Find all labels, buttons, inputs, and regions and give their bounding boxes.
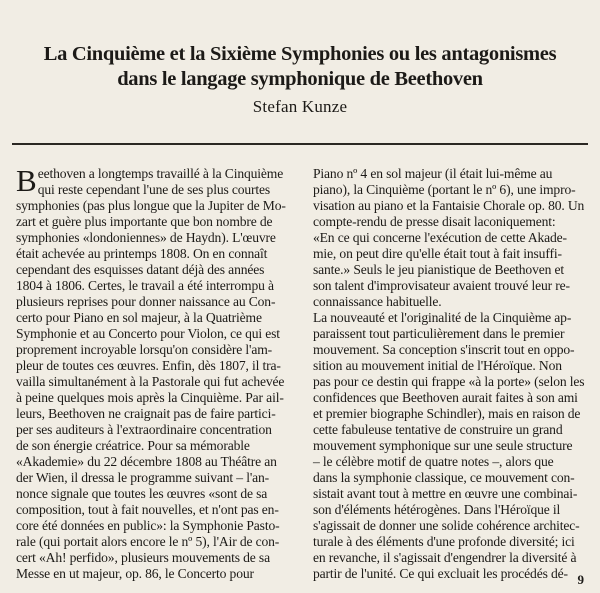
text-line: dans la symphonie classique, ce mouvement con- (313, 470, 575, 485)
text-line: confidences que Beethoven aurait faites à son ami (313, 390, 578, 405)
text-line: cependant des esquisses datant déjà des années (16, 262, 265, 277)
text-line: eethoven a longtemps travaillé à la Cinquième (37, 166, 284, 181)
text-line: leurs, Beethoven ne craignait pas de faire partici- (16, 406, 276, 421)
text-line: – le célèbre motif de quatre notes –, alors que (313, 454, 554, 469)
text-line: core été données en public»: la Symphonie Pasto- (16, 518, 280, 533)
text-line: Symphonie et au Concerto pour Violon, ce qui est (16, 326, 280, 341)
text-line: mouvement symphonique sur une seule structure (313, 438, 573, 453)
text-line: der Wien, il dressa le programme suivant – l'an- (16, 470, 270, 485)
text-line: cert «Ah! perfido», plusieurs mouvements de sa (16, 550, 270, 565)
text-line: s'agissait de donner une solide cohérence architec- (313, 518, 580, 533)
text-line: Piano nº 4 en sol majeur (il était lui-même au (313, 166, 553, 181)
text-line: turale à des éléments d'une profonde diversité; ici (313, 534, 575, 549)
page-number: 9 (577, 572, 584, 587)
text-line: nonce signale que toutes les œuvres «sont de sa (16, 486, 268, 501)
text-line: symphonies «londoniennes» de Haydn). L'œuvre (16, 230, 276, 245)
text-line: proprement incroyable lorsqu'on considère l'am- (16, 342, 273, 357)
text-line: cette fabuleuse tentative de construire un grand (313, 422, 563, 437)
text-line: zart et guère plus importante que bon nombre de (16, 214, 273, 229)
text-line: paraissent tout particulièrement dans le premier (313, 326, 565, 341)
text-line: Messe en ut majeur, op. 86, le Concerto pour (16, 566, 254, 581)
text-line: sante.» Seuls le jeu pianistique de Beethoven et (313, 262, 565, 277)
right-column (313, 166, 587, 582)
text-line: sition au mouvement initial de l'Héroïque. Non (313, 358, 562, 373)
text-line: était achevée au printemps 1808. On en connaît (16, 246, 268, 261)
text-line: sistait avant tout à mettre en œuvre une combinai- (313, 486, 578, 501)
text-line: compte-rendu de presse disait laconiquement: (313, 214, 556, 229)
text-line: pas pour ce destin qui frappe «à la porte» (selon les (313, 374, 585, 389)
text-line: vailla simultanément à la Pastorale qui fut achevée (16, 374, 285, 389)
text-line: à peine quelques mois après la Cinquième. Par ail- (16, 390, 284, 405)
text-line: visation au piano et la Fantaisie Chorale op. 80. Un (313, 198, 585, 213)
text-line: mouvement. Sa conception s'inscrit tout en oppo- (313, 342, 575, 357)
text-line: son talent d'improvisateur avaient trouvé leur re- (313, 278, 570, 293)
text-line: per ses auditeurs à l'extraordinaire concentration (16, 422, 272, 437)
text-line: partir de l'unité. Ce qui excluait les procédés dé- (313, 566, 568, 581)
text-line: en revanche, il s'agissait d'engendrer la diversité à (313, 550, 577, 565)
text-line: 1804 à 1806. Certes, le travail a été interrompu à (16, 278, 274, 293)
text-line: son d'éléments hétérogènes. Dans l'Héroïque il (313, 502, 561, 517)
text-line: pleur de toutes ces œuvres. Enfin, dès 1807, il tra- (16, 358, 281, 373)
text-line: «Akademie» du 22 décembre 1808 au Théâtre an (16, 454, 277, 469)
text-line: La nouveauté et l'originalité de la Cinquième ap- (313, 310, 572, 325)
author-name: Stefan Kunze (252, 97, 348, 116)
text-line: symphonies (pas plus longue que la Jupiter de Mo- (16, 198, 286, 213)
text-line: certo pour Piano en sol majeur, à la Quatrième (16, 310, 262, 325)
text-line: et premier biographe Schindler), mais en raison de (313, 406, 581, 421)
text-line: mie, on peut dire qu'elle était tout à fait insuffi- (313, 246, 562, 261)
text-line: piano), la Cinquième (portant le nº 6), une impro- (313, 182, 576, 197)
left-column (16, 163, 299, 582)
text-line: qui reste cependant l'une de ses plus courtes (37, 182, 271, 197)
dropcap: B (16, 163, 37, 198)
horizontal-rule (12, 143, 588, 145)
text-line: de son énergie créatrice. Pour sa mémorable (16, 438, 250, 453)
text-line: plusieurs reprises pour donner naissance au Con- (16, 294, 276, 309)
text-line: «En ce qui concerne l'exécution de cette Akade- (313, 230, 567, 245)
title-line-1: La Cinquième et la Sixième Symphonies ou les antagonismes (43, 43, 557, 65)
text-line: composition, tout à fait nouvelles, et n'ont pas en- (16, 502, 279, 517)
title-line-2: dans le langage symphonique de Beethoven (117, 68, 483, 90)
text-line: connaissance habituelle. (313, 294, 442, 309)
title-block (14, 42, 586, 118)
text-line: rale (qui portait alors encore le nº 5), l'Air de con- (16, 534, 280, 549)
